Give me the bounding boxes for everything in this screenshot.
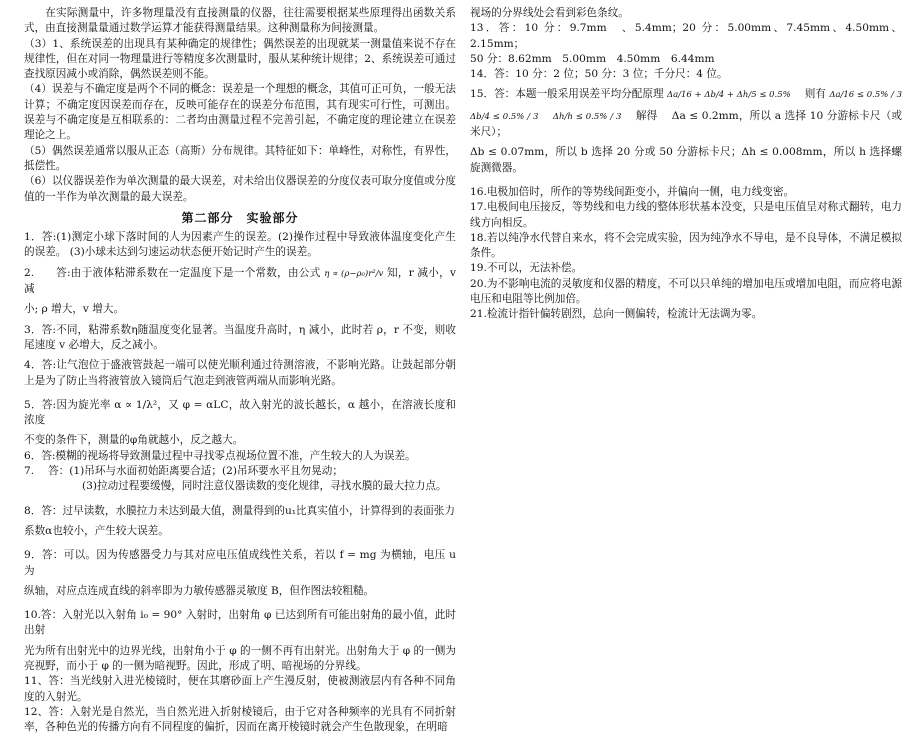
- question-3: 3．答:不同，粘滞系数η随温度变化显著。当温度升高时，η 减小，此时若 ρ，r 不变，则收尾速度 v 必增大，反之减小。: [24, 323, 456, 351]
- question-20: 20.为不影响电流的灵敏度和仪器的精度，不可以只单纯的增加电压或增加电阻，而应将电源电压和电阻等比例加倍。: [470, 277, 902, 306]
- question-18: 18.若以纯净水代替自来水，将不会完成实验，因为纯净水不导电，是不良导体，不满足模拟条件。: [470, 231, 902, 260]
- q2-formula: η ∝ (ρ−ρ₀)r²/v: [324, 268, 384, 279]
- answer-3-paragraph: （3）1、系统误差的出现具有某种确定的规律性；偶然误差的出现就某一测量值来说不存在规律性，但在对同一物理量进行等精度多次测量时，服从某种统计规律；2、系统误差可通过查找原因减小或消除，偶然误差则不能。: [24, 37, 456, 81]
- answer-5-paragraph: （5）偶然误差通常以服从正态（高斯）分布规律。其特征如下：单峰性，对称性，有界性，抵偿性。: [24, 144, 456, 172]
- question-4: 4．答:让气泡位于盛液管鼓起一端可以使光顺利通过待测溶液，不影响光路。让鼓起部分朝上是为了防止当将液管放入镜筒后气泡走到液管两端从而影响光路。: [24, 359, 456, 387]
- q15-head: 15．答：本题一般采用误差平均分配原理: [470, 88, 664, 101]
- q15-solve: 解得: [635, 109, 658, 122]
- question-5-line-1: 5．答:因为旋光率 α ∝ 1/λ²，又 φ = αLC，故入射光的波长越长，α 越小，在溶液长度和浓度: [24, 398, 456, 427]
- question-13-line-1: 13．答：10 分：9.7mm 、5.4mm；20 分：5.00mm、7.45mm、4.50mm、2.15mm；: [470, 22, 902, 50]
- question-7-line-2: (3)拉动过程要缓慢，同时注意仪器读数的变化规律，寻找水膜的最大拉力点。: [82, 480, 447, 493]
- intro-paragraph: 在实际测量中，许多物理量没有直接测量的仪器，往往需要根据某些原理得出函数关系式，由直接测量量通过数学运算才能获得测量结果。这种测量称为间接测量。: [24, 7, 456, 35]
- question-2-line-1: [24, 266, 456, 298]
- question-16: 16.电极加倍时，所作的等势线间距变小，并偏向一侧，电力线变密。: [470, 185, 795, 198]
- question-11: 11、答：当光线射入进光棱镜时，便在其磨砂面上产生漫反射，使被测液层内有各种不同角度的入射光。: [24, 675, 456, 703]
- answer-4-paragraph: （4）误差与不确定度是两个不同的概念：误差是一个理想的概念，其值可正可负，一般无法计算；不确定度因误差而存在，反映可能存在的误差分布范围，其有现实可行性，可测出。误差与不确定度是互相联系的：二者均由测量过程不完善引起，不确定度的理论建立在误差理论之上。: [24, 83, 456, 142]
- question-1: 1．答:(1)测定小球下落时间的人为因素产生的误差。(2)操作过程中导致液体温度变化产生的误差。 (3)小球未达到匀速运动状态便开始记时产生的误差。: [24, 231, 456, 259]
- section-title: 第二部分 实验部分: [181, 210, 299, 225]
- question-17: 17.电极间电压接反，等势线和电力线的整体形状基本没变，只是电压值呈对称式翻转，电力线方向相反。: [470, 201, 902, 229]
- q15-head-group: [470, 87, 791, 103]
- question-15-line-1: [470, 87, 902, 103]
- question-8-line-2: 系数α也较小，产生较大误差。: [24, 524, 169, 537]
- q15-formula-4: Δh/h ≤ 0.5% / 3: [552, 111, 622, 122]
- question-13-line-2: 50 分：8.62mm 5.00mm 4.50mm 6.44mm: [470, 52, 715, 65]
- question-21: 21.检流计指针偏转剧烈，总向一侧偏转，检流计无法调为零。: [470, 308, 763, 321]
- q15-formula-2: Δa/16 ≤ 0.5% / 3: [829, 90, 902, 101]
- question-15-line-2: [470, 109, 902, 141]
- left-column: [24, 6, 456, 735]
- question-6: 6．答:模糊的视场将导致测量过程中寻找零点视场位置不准，产生较大的人为误差。: [24, 449, 416, 462]
- right-column: [470, 6, 902, 323]
- question-5-line-2: 不变的条件下，测量的φ角就越小，反之越大。: [24, 434, 244, 447]
- question-14: 14．答：10 分：2 位；50 分：3 位；千分尺：4 位。: [470, 68, 728, 81]
- q15-formula-1: Δa/16 + Δb/4 + Δh/5 ≤ 0.5%: [666, 90, 791, 101]
- q15-then: 则有: [804, 88, 826, 101]
- question-2-text-b: 知，r 减小，v 减: [24, 266, 456, 296]
- question-12-continued: 视场的分界线处会看到彩色条纹。: [470, 7, 629, 19]
- question-10-line-1: 10.答：入射光以入射角 i₀ = 90° 入射时，出射角 φ 已达到所有可能出射角的最小值，此时出射: [24, 609, 456, 637]
- question-2-text-a: 2. 答:由于液体粘滞系数在一定温度下是一个常数，由公式: [24, 266, 321, 279]
- question-2-line-2: 小; ρ 增大，v 增大。: [24, 303, 125, 316]
- q15-then-group: [805, 87, 902, 103]
- question-12: 12、答：入射光是自然光，当自然光进入折射棱镜后，由于它对各种频率的光具有不同折射率，各种色光的传播方向有不同程度的偏折，因而在离开棱镜时就会产生色散现象，在明暗: [24, 705, 456, 734]
- question-7-line-1: 7. 答：(1)吊环与水面初始距离要合适；(2)吊环要水平且勿晃动；: [24, 465, 343, 478]
- answer-6-paragraph: （6）以仪器误差作为单次测量的最大误差，对未给出仪器误差的分度仪表可取分度值或分度值的一半作为单次测量的最大误差。: [24, 175, 456, 203]
- question-9-line-1: 9．答：可以。因为传感器受力与其对应电压值成线性关系，若以 f = mg 为横轴，电压 u 为: [24, 549, 456, 577]
- question-9-line-2: 纵轴，对应点连成直线的斜率即为力敏传感器灵敏度 B，但作图法较粗糙。: [24, 584, 375, 597]
- q15-a-result: Δa ≤ 0.2mm，所以 a 选择 10 分游标卡尺（或米尺）；: [470, 109, 902, 139]
- question-10-line-2: 光为所有出射光中的边界光线，出射角小于 φ 的一侧不再有出射光。出射角大于 φ 的一侧为亮视野，而小于 φ 的一侧为暗视野。因此，形成了明、暗视场的分界线。: [24, 644, 456, 672]
- question-8-line-1: 8．答：过早读数，水膜拉力未达到最大值，测量得到的u₁比真实值小，计算得到的表面张力: [24, 504, 455, 517]
- question-19: 19.不可以，无法补偿。: [470, 262, 583, 275]
- question-15-line-3: Δb ≤ 0.07mm，所以 b 选择 20 分或 50 分游标卡尺；Δh ≤ 0.008mm，所以 h 选择螺旋测微器。: [470, 146, 902, 174]
- q15-formula-3: Δb/4 ≤ 0.5% / 3: [470, 111, 539, 122]
